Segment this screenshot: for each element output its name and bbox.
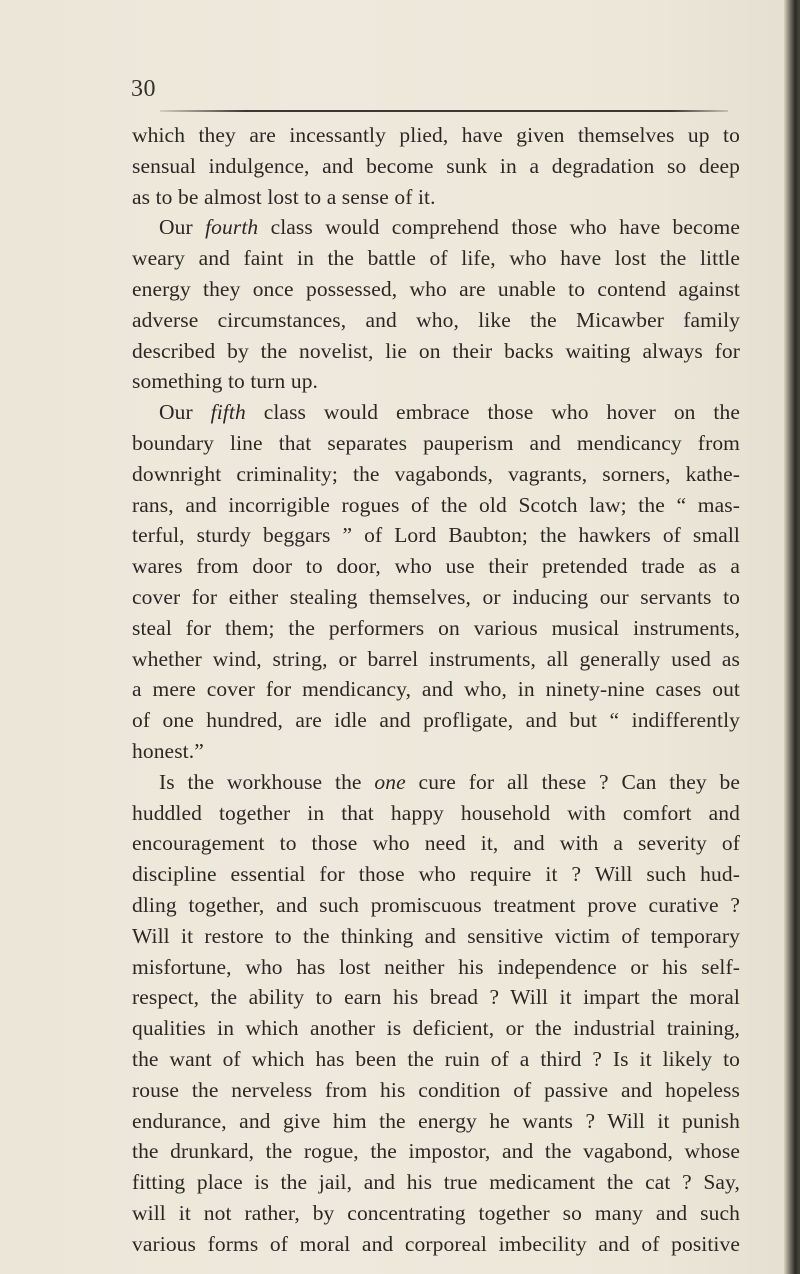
text-line: which they are incessantly plied, have given themselves up to bbox=[132, 123, 740, 147]
paragraph-first-line bbox=[132, 212, 740, 243]
text-line: fitting place is the jail, and his true medicament the cat ? Say, bbox=[132, 1170, 740, 1195]
text-line: adverse circumstances, and who, like the Micawber family bbox=[132, 307, 740, 332]
text-line: various forms of moral and corporeal imbecility and of positive bbox=[132, 1231, 740, 1256]
text-line: energy they once possessed, who are unable to contend against bbox=[132, 276, 740, 301]
text-line: the drunkard, the rogue, the impostor, and the vagabond, whose bbox=[132, 1139, 740, 1164]
paragraph-first-line bbox=[132, 397, 740, 428]
text-line: of one hundred, are idle and profligate, and but “ indifferently bbox=[132, 708, 740, 733]
text-line: discipline essential for those who require it ? Will such hud- bbox=[132, 862, 740, 887]
lead-word: Our bbox=[159, 400, 193, 425]
text-line: cover for either stealing themselves, or inducing our servants to bbox=[132, 584, 740, 609]
text-line: honest.” bbox=[132, 738, 204, 763]
emphasis-word: fifth bbox=[210, 400, 246, 425]
text-line: a mere cover for mendicancy, and who, in ninety-nine cases out bbox=[132, 677, 740, 702]
text-line: whether wind, string, or barrel instruments, all generally used as bbox=[132, 646, 740, 671]
line-text: class would embrace those who hover on the bbox=[245, 400, 740, 425]
lead-word: Our bbox=[159, 215, 193, 240]
text-line: dling together, and such promiscuous treatment prove curative ? bbox=[132, 892, 740, 917]
line-text: class would comprehend those who have become bbox=[258, 215, 740, 240]
text-line: wares from door to door, who use their pretended trade as a bbox=[132, 554, 740, 579]
text-line: described by the novelist, lie on their backs waiting always for bbox=[132, 338, 740, 363]
header-rule bbox=[160, 110, 728, 112]
text-line: respect, the ability to earn his bread ? Will it impart the moral bbox=[132, 985, 740, 1010]
text-line: misfortune, who has lost neither his independence or his self- bbox=[132, 954, 740, 979]
text-line: something to turn up. bbox=[132, 369, 319, 394]
body-text bbox=[132, 120, 740, 1259]
emphasis-word: one bbox=[374, 769, 406, 794]
text-line: weary and faint in the battle of life, who have lost the little bbox=[132, 246, 740, 271]
text-line: steal for them; the performers on various musical instruments, bbox=[132, 615, 740, 640]
text-line: encouragement to those who need it, and with a severity of bbox=[132, 831, 740, 856]
text-line: rans, and incorrigible rogues of the old Scotch law; the “ mas- bbox=[132, 492, 740, 517]
page-number: 30 bbox=[131, 76, 156, 102]
text-line: rouse the nerveless from his condition of passive and hopeless bbox=[132, 1077, 740, 1102]
text-line: downright criminality; the vagabonds, vagrants, sorners, kathe- bbox=[132, 461, 740, 486]
text-line: huddled together in that happy household with comfort and bbox=[132, 800, 740, 825]
text-line: endurance, and give him the energy he wants ? Will it punish bbox=[132, 1108, 740, 1133]
text-line: sensual indulgence, and become sunk in a degradation so deep bbox=[132, 153, 740, 178]
text-line: qualities in which another is deficient, or the industrial training, bbox=[132, 1016, 740, 1041]
emphasis-word: fourth bbox=[205, 215, 259, 240]
text-line: boundary line that separates pauperism and mendicancy from bbox=[132, 430, 740, 455]
text-line: Will it restore to the thinking and sensitive victim of temporary bbox=[132, 923, 740, 948]
line-text: cure for all these ? Can they be bbox=[405, 769, 740, 794]
text-line: will it not rather, by concentrating together so many and such bbox=[132, 1200, 740, 1225]
text-line: as to be almost lost to a sense of it. bbox=[132, 184, 436, 209]
paragraph-first-line bbox=[132, 767, 740, 798]
text-line: the want of which has been the ruin of a third ? Is it likely to bbox=[132, 1046, 740, 1071]
lead-words: Is the workhouse the bbox=[159, 769, 375, 794]
text-line: terful, sturdy beggars ” of Lord Baubton; the hawkers of small bbox=[132, 523, 740, 548]
book-spine-edge bbox=[784, 0, 800, 1274]
